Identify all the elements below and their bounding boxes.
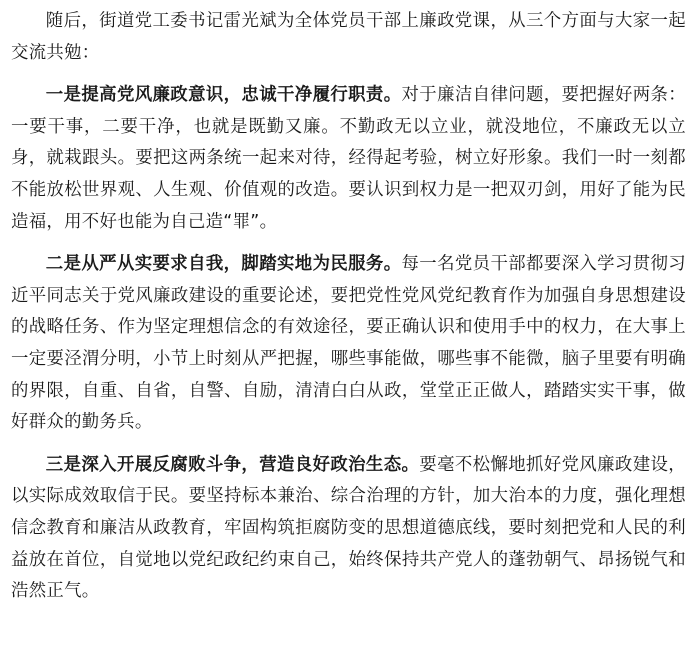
paragraph-lead: 三是深入开展反腐败斗争，营造良好政治生态。 (45, 454, 420, 475)
paragraph-lead: 一是提高党风廉政意识，忠诚干净履行职责。 (45, 85, 402, 106)
point-three-paragraph (11, 450, 686, 608)
point-one-paragraph (11, 80, 686, 238)
paragraph-text: 每一名党员干部都要深入学习贯彻习近平同志关于党风廉政建设的重要论述，要把党性党风党纪教育作为加强自身思想建设的战略任务、作为坚定理想信念的有效途径，要正确认识和使用手中的权力，在大事上一定要泾渭分明，小节上时刻从严把握，哪些事能做，哪些事不能微，脑子里要有明确的界限，自重、自省，自警、自励，清清白白从政，堂堂正正做人，踏踏实实干事，做好群众的勤务兵。 (11, 254, 686, 433)
paragraph-text: 要毫不松懈地抓好党风廉政建设，以实际成效取信于民。要坚持标本兼治、综合治理的方针，加大治本的力度，强化理想信念教育和廉洁从政教育，牢固构筑拒腐防变的思想道德底线，要时刻把党和人民的利益放在首位，自觉地以党纪政纪约束自己，始终保持共产党人的蓬勃朝气、昂扬锐气和浩然正气。 (11, 454, 686, 602)
intro-paragraph (11, 6, 686, 69)
paragraph-text: 随后，街道党工委书记雷光斌为全体党员干部上廉政党课，从三个方面与大家一起交流共勉： (11, 11, 686, 63)
paragraph-lead: 二是从严从实要求自我，脚踏实地为民服务。 (45, 254, 402, 275)
point-two-paragraph (11, 249, 686, 439)
paragraph-text: 对于廉洁自律问题，要把握好两条：一要干事，二要干净，也就是既勤又廉。不勤政无以立业，就没地位，不廉政无以立身，就栽跟头。要把这两条统一起来对待，经得起考验，树立好形象。我们一时一刻都不能放松世界观、人生观、价值观的改造。要认识到权力是一把双刃剑，用好了能为民造福，用不好也能为自己造“罪”。 (11, 85, 686, 232)
